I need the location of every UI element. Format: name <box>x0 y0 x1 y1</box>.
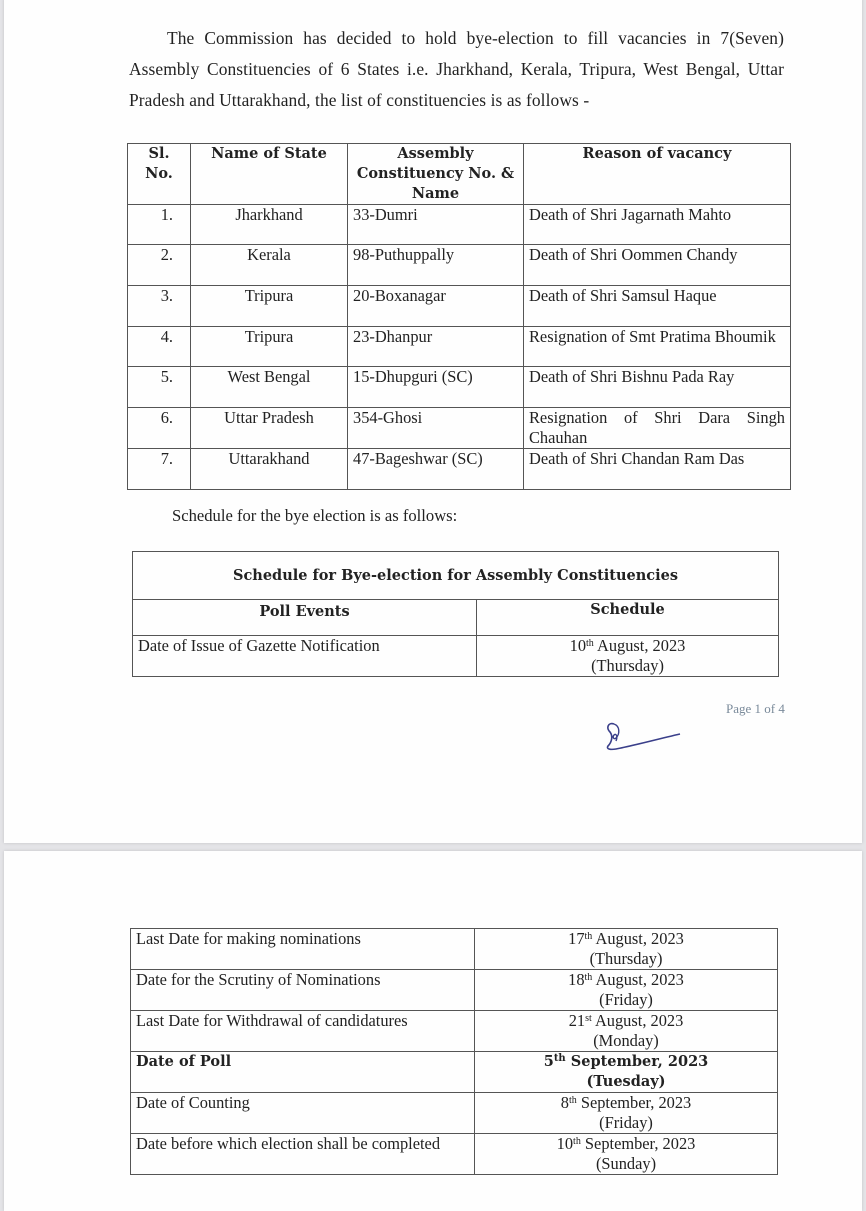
date-day: 10 <box>556 1134 574 1153</box>
cell-constituency: 15-Dhupguri (SC) <box>348 367 524 408</box>
event-label: Date before which election shall be completed <box>131 1134 475 1175</box>
date-suffix: th <box>573 1136 581 1147</box>
event-label: Last Date for making nominations <box>131 929 475 970</box>
page-number: Page 1 of 4 <box>726 701 785 716</box>
schedule-table-title: Schedule for Bye-election for Assembly Constituencies <box>133 552 779 600</box>
date-day: 18 <box>568 970 585 989</box>
header-sl-no: Sl. No. <box>128 144 191 205</box>
schedule-table <box>132 551 779 677</box>
header-poll-events: Poll Events <box>133 600 477 636</box>
date-day: 10 <box>569 636 587 655</box>
cell-sl: 2. <box>128 245 191 286</box>
table-row <box>128 327 791 367</box>
intro-paragraph <box>129 23 784 116</box>
date-weekday: (Friday) <box>599 990 653 1009</box>
intro-text: The Commission has decided to hold bye-election to fill vacancies in 7(Seven) Assembly Constituencies of 6 States i.e. Jharkhand, Kerala, Tripura, West Bengal, Uttar Pradesh and Uttarakhand, the list of constituencies is as follows - <box>129 28 784 111</box>
cell-reason: Resignation of Smt Pratima Bhoumik <box>524 327 791 367</box>
table-row <box>128 286 791 327</box>
cell-sl: 1. <box>128 205 191 245</box>
event-date <box>475 1134 778 1175</box>
date-month-year: September, 2023 <box>576 1093 692 1112</box>
document-page-2 <box>4 851 862 1211</box>
date-weekday: (Sunday) <box>595 1154 657 1173</box>
date-day: 17 <box>568 929 585 948</box>
schedule-row <box>131 970 778 1011</box>
signature-icon <box>604 716 686 756</box>
date-suffix: th <box>584 931 593 942</box>
date-suffix: th <box>553 1053 566 1064</box>
date-suffix: th <box>586 638 594 649</box>
event-label: Date for the Scrutiny of Nominations <box>131 970 475 1011</box>
header-state: Name of State <box>191 144 348 205</box>
table-row <box>128 408 791 449</box>
cell-reason: Death of Shri Bishnu Pada Ray <box>524 367 791 408</box>
cell-sl: 3. <box>128 286 191 327</box>
cell-state: Uttarakhand <box>191 449 348 490</box>
schedule-row <box>131 1011 778 1052</box>
cell-reason: Resignation of Shri Dara Singh Chauhan <box>524 408 791 449</box>
date-weekday: (Tuesday) <box>586 1073 666 1090</box>
date-suffix: th <box>584 972 593 983</box>
cell-sl: 5. <box>128 367 191 408</box>
date-weekday: (Thursday) <box>589 949 663 968</box>
event-date <box>475 1011 778 1052</box>
cell-state: Jharkhand <box>191 205 348 245</box>
schedule-row <box>131 1093 778 1134</box>
header-constituency: Assembly Constituency No. & Name <box>348 144 524 205</box>
event-label: Date of Poll <box>131 1052 475 1093</box>
date-month-year: September, 2023 <box>580 1134 696 1153</box>
schedule-row-poll-date <box>131 1052 778 1093</box>
cell-sl: 4. <box>128 327 191 367</box>
date-month-year: August, 2023 <box>593 636 686 655</box>
event-date <box>475 1093 778 1134</box>
event-date <box>475 929 778 970</box>
schedule-table-continued <box>130 928 778 1175</box>
cell-state: Kerala <box>191 245 348 286</box>
document-page-1 <box>4 0 862 843</box>
event-date <box>475 1052 778 1093</box>
date-month-year: August, 2023 <box>591 1011 684 1030</box>
cell-constituency: 47-Bageshwar (SC) <box>348 449 524 490</box>
date-day: 5 <box>543 1053 554 1070</box>
event-label: Date of Counting <box>131 1093 475 1134</box>
date-month-year: August, 2023 <box>592 929 684 948</box>
cell-constituency: 20-Boxanagar <box>348 286 524 327</box>
cell-reason: Death of Shri Oommen Chandy <box>524 245 791 286</box>
cell-constituency: 33-Dumri <box>348 205 524 245</box>
table-row <box>128 245 791 286</box>
cell-state: Tripura <box>191 327 348 367</box>
date-day: 8 <box>560 1093 569 1112</box>
schedule-intro-text: Schedule for the bye election is as follows: <box>172 506 458 525</box>
cell-sl: 6. <box>128 408 191 449</box>
date-suffix: th <box>568 1095 577 1106</box>
cell-constituency: 98-Puthuppally <box>348 245 524 286</box>
event-date <box>477 636 779 677</box>
cell-constituency: 354-Ghosi <box>348 408 524 449</box>
date-weekday: (Monday) <box>593 1031 659 1050</box>
date-weekday: (Friday) <box>599 1113 653 1132</box>
table-row <box>128 367 791 408</box>
schedule-row <box>131 929 778 970</box>
table-row <box>128 205 791 245</box>
cell-reason: Death of Shri Samsul Haque <box>524 286 791 327</box>
date-month-year: August, 2023 <box>592 970 684 989</box>
constituency-table <box>127 143 791 490</box>
cell-sl: 7. <box>128 449 191 490</box>
date-day: 21 <box>568 1011 586 1030</box>
cell-reason: Death of Shri Chandan Ram Das <box>524 449 791 490</box>
schedule-row <box>133 636 779 677</box>
header-reason: Reason of vacancy <box>524 144 791 205</box>
table-row <box>128 449 791 490</box>
schedule-row <box>131 1134 778 1175</box>
header-schedule: Schedule <box>477 600 779 636</box>
event-label: Last Date for Withdrawal of candidatures <box>131 1011 475 1052</box>
cell-state: Uttar Pradesh <box>191 408 348 449</box>
event-date <box>475 970 778 1011</box>
date-month-year: September, 2023 <box>565 1053 709 1070</box>
date-weekday: (Thursday) <box>591 656 664 675</box>
event-label: Date of Issue of Gazette Notification <box>133 636 477 677</box>
cell-state: West Bengal <box>191 367 348 408</box>
date-suffix: st <box>585 1013 592 1024</box>
cell-constituency: 23-Dhanpur <box>348 327 524 367</box>
cell-reason: Death of Shri Jagarnath Mahto <box>524 205 791 245</box>
cell-state: Tripura <box>191 286 348 327</box>
